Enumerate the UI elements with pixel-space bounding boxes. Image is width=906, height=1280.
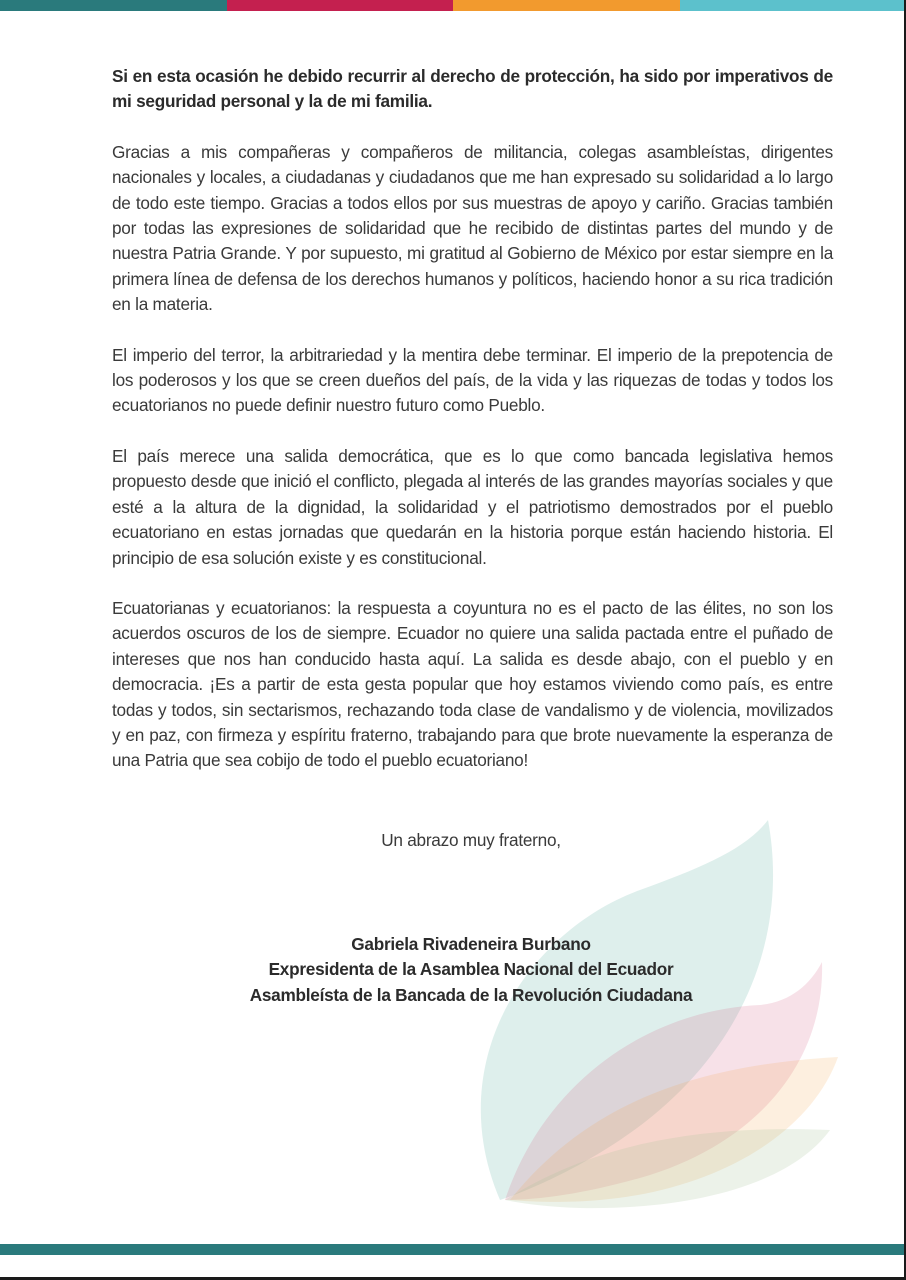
signature-block [0, 932, 906, 1008]
paragraph-democratic-exit: El país merece una salida democrática, que es lo que como bancada legislativa hemos propuesto desde que inició el conflicto, plegada al interés de las grandes mayorías sociales y que esté a la altura de la dignidad, la solidaridad y el patriotismo demostrados por el pueblo ecuatoriano en estas jornadas que quedarán en la historia porque están haciendo historia. El principio de esa solución existe y es constitucional. [112, 445, 833, 568]
top-bar-light-blue-segment [680, 0, 906, 11]
signatory-name: Gabriela Rivadeneira Burbano [351, 934, 591, 954]
top-color-bar [0, 0, 906, 11]
top-bar-magenta-segment [227, 0, 454, 11]
closing-salutation: Un abrazo muy fraterno, [381, 830, 561, 850]
top-bar-teal-segment [0, 0, 227, 11]
signatory-title-2: Asambleísta de la Bancada de la Revolución Ciudadana [249, 984, 693, 1005]
paragraph-call-to-citizens: Ecuatorianas y ecuatorianos: la respuesta a coyuntura no es el pacto de las élites, no son los acuerdos oscuros de los de siempre. Ecuador no quiere una salida pactada entre el puñado de intereses que nos han conducido hasta aquí. La salida es desde abajo, con el pueblo y en democracia. ¡Es a partir de esta gesta popular que hoy estamos viviendo como país, es entre todas y todos, sin sectarismos, rechazando toda clase de vandalismo y de violencia, movilizados y en paz, con firmeza y espíritu fraterno, trabajando para que brote nuevamente la esperanza de una Patria que sea cobijo de todo el pueblo ecuatoriano! [112, 597, 833, 771]
paragraph-empire-of-terror: El imperio del terror, la arbitrariedad y la mentira debe terminar. El imperio de la prepotencia de los poderosos y los que se creen dueños del país, de la vida y las riquezas de todas y todos los ecuatorianos no puede definir nuestro futuro como Pueblo. [112, 344, 833, 416]
paragraph-gratitude: Gracias a mis compañeras y compañeros de militancia, colegas asambleístas, dirigentes nacionales y locales, a ciudadanas y ciudadanos que me han expresado su solidaridad a lo largo de todo este tiempo. Gracias a todos ellos por sus muestras de apoyo y cariño. Gracias también por todas las expresiones de solidaridad que he recibido de distintas partes del mundo y de nuestra Patria Grande. Y por supuesto, mi gratitud al Gobierno de México por estar siempre en la primera línea de defensa de los derechos humanos y políticos, haciendo honor a su rica tradición en la materia. [112, 141, 833, 315]
leaf-orange-watermark [510, 1057, 838, 1202]
leaf-teal-watermark [481, 820, 773, 1200]
bottom-color-bar [0, 1244, 906, 1255]
signatory-title-1: Expresidenta de la Asamblea Nacional del Ecuador [268, 959, 674, 980]
leaf-green-watermark [505, 1129, 830, 1208]
top-bar-orange-segment [453, 0, 680, 11]
lead-paragraph: Si en esta ocasión he debido recurrir al derecho de protección, ha sido por imperativos de mi seguridad personal y la de mi familia. [112, 66, 833, 112]
letter-body [112, 64, 833, 799]
